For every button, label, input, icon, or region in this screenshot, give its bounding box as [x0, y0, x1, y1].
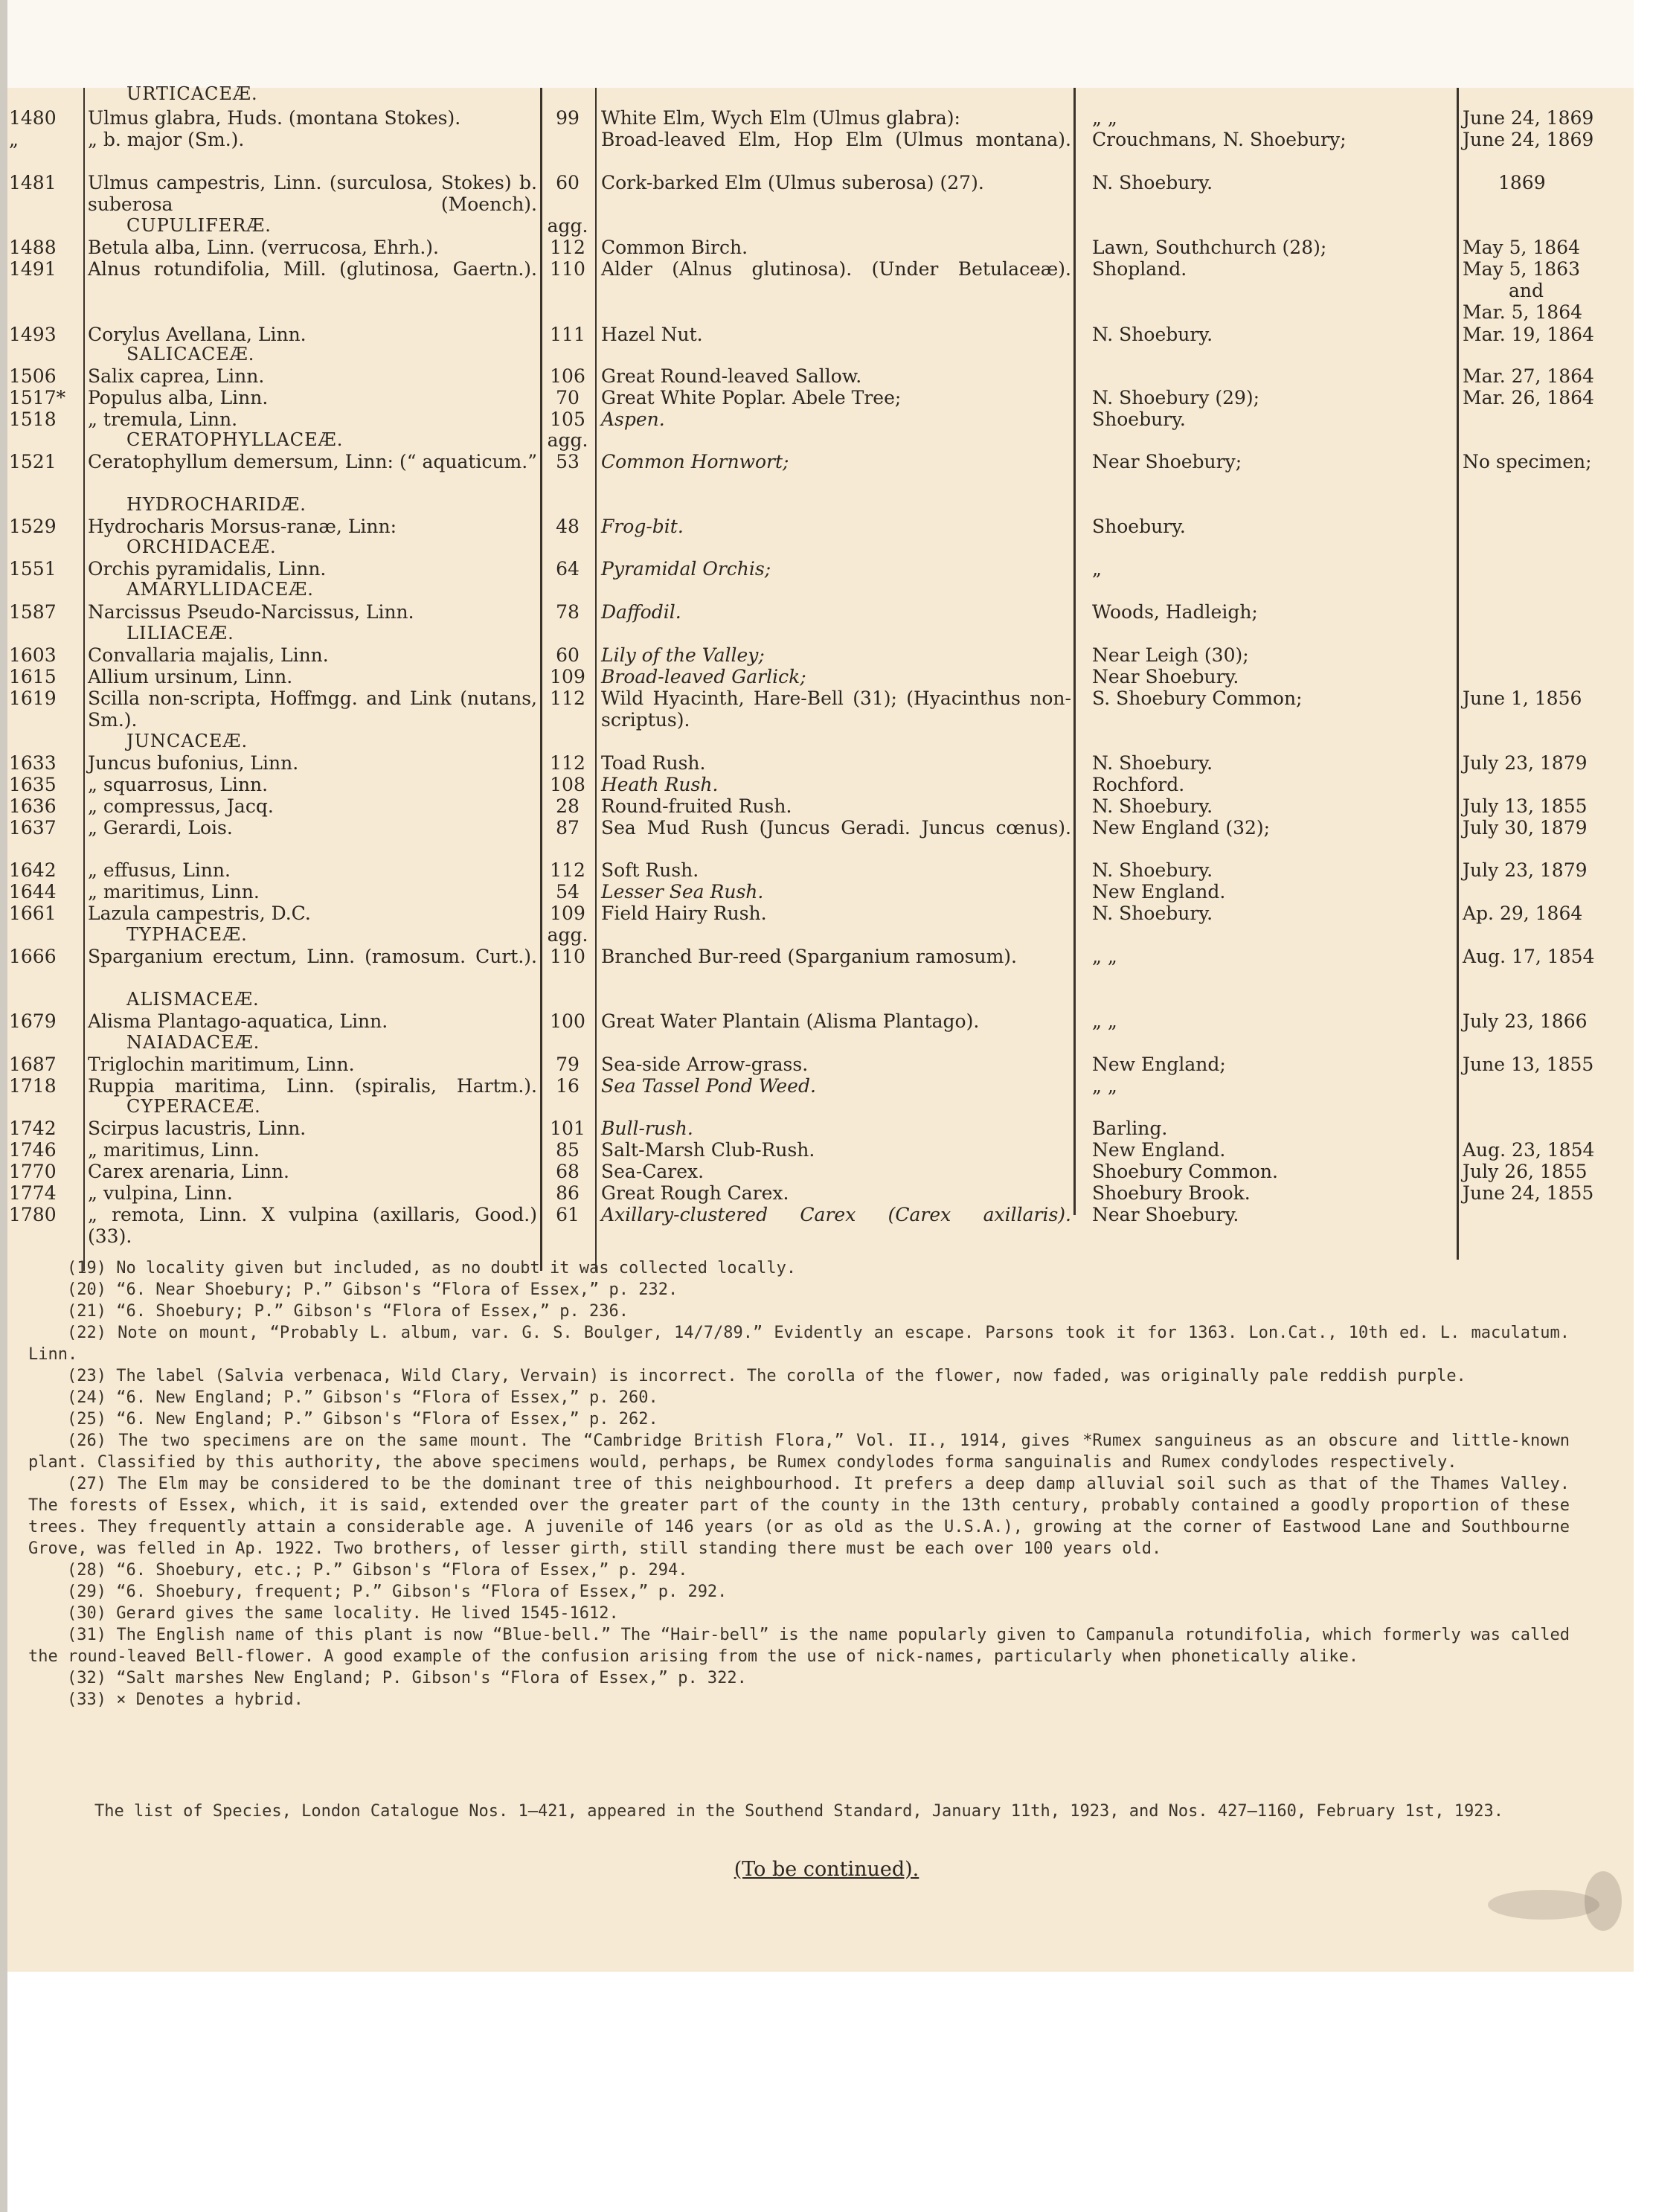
catalogue-number: 1518: [9, 408, 57, 430]
locality: Near Shoebury.: [1092, 1204, 1239, 1225]
locality: New England.: [1092, 881, 1226, 903]
date-collected: No specimen;: [1463, 451, 1592, 472]
footnote: (23) The label (Salvia verbenaca, Wild Clary, Vervain) is incorrect. The corolla of the flower, now faded, was originally pale reddish purple.: [67, 1367, 1466, 1385]
botanical-name: Convallaria majalis, Linn.: [88, 644, 329, 666]
footnote: (32) “Salt marshes New England; P. Gibson's “Flora of Essex,” p. 322.: [67, 1669, 747, 1687]
footnote: (33) × Denotes a hybrid.: [67, 1690, 304, 1709]
english-name: Round-fruited Rush.: [601, 795, 792, 817]
reference-number: 112: [550, 752, 585, 774]
reference-number: 28: [556, 795, 580, 817]
footnotes: [28, 1257, 1570, 1711]
botanical-name: Betula alba, Linn. (verrucosa, Ehrh.).: [88, 237, 439, 258]
reference-number: 79: [556, 1054, 580, 1075]
english-name: Bull-rush.: [601, 1118, 693, 1139]
family-heading: NAIADACEÆ.: [126, 1032, 260, 1053]
botanical-name: Hydrocharis Morsus-ranæ, Linn:: [88, 516, 397, 537]
locality: Lawn, Southchurch (28);: [1092, 237, 1327, 258]
locality: Rochford.: [1092, 774, 1185, 795]
catalogue-number: 1661: [9, 903, 57, 924]
reference-number: 106: [550, 365, 585, 387]
english-name: Frog-bit.: [601, 516, 684, 537]
catalogue-number: 1633: [9, 752, 57, 774]
locality: Near Shoebury;: [1092, 451, 1242, 472]
english-name: Toad Rush.: [601, 752, 706, 774]
date-collected: May 5, 1863: [1463, 258, 1580, 280]
reference-number: 54: [556, 881, 580, 903]
reference-number: 101: [550, 1118, 585, 1139]
botanical-name: Salix caprea, Linn.: [88, 365, 265, 387]
botanical-name: Narcissus Pseudo-Narcissus, Linn.: [88, 601, 414, 623]
date-collected: June 1, 1856: [1463, 687, 1582, 709]
english-name: Common Birch.: [601, 237, 748, 258]
english-name: Sea-Carex.: [601, 1161, 704, 1182]
family-heading: ALISMACEÆ.: [126, 989, 260, 1010]
catalogue-number: 1506: [9, 365, 57, 387]
footnote: (20) “6. Near Shoebury; P.” Gibson's “Flora of Essex,” p. 232.: [67, 1280, 678, 1299]
botanical-name: Sparganium erectum, Linn. (ramosum. Curt.).: [88, 946, 537, 967]
ink-smudge: [1488, 1890, 1599, 1920]
catalogue-number: 1780: [9, 1204, 57, 1225]
reference-number: 109: [550, 666, 585, 687]
locality: N. Shoebury.: [1092, 172, 1213, 193]
date-collected: July 23, 1866: [1463, 1010, 1588, 1032]
botanical-name: „ maritimus, Linn.: [88, 1139, 260, 1161]
english-name: Lesser Sea Rush.: [601, 881, 764, 903]
locality: New England.: [1092, 1139, 1226, 1161]
family-heading: JUNCACEÆ.: [126, 731, 248, 751]
english-name: Alder (Alnus glutinosa). (Under Betulaceæ).: [601, 258, 1071, 280]
date-collected: Aug. 17, 1854: [1463, 946, 1595, 967]
date-collected: May 5, 1864: [1463, 237, 1580, 258]
reference-number: 85: [556, 1139, 580, 1161]
english-name: Common Hornwort;: [601, 451, 789, 472]
catalogue-number: 1481: [9, 172, 57, 193]
date-collected: July 30, 1879: [1463, 817, 1588, 839]
botanical-name: Alisma Plantago-aquatica, Linn.: [88, 1010, 388, 1032]
catalogue-number: 1718: [9, 1075, 57, 1097]
locality: N. Shoebury.: [1092, 324, 1213, 345]
family-heading: CYPERACEÆ.: [126, 1096, 261, 1117]
reference-number: 109: [550, 903, 585, 924]
family-heading: LILIACEÆ.: [126, 623, 234, 644]
reference-number: 112: [550, 237, 585, 258]
botanical-name: Triglochin maritimum, Linn.: [88, 1054, 355, 1075]
catalogue-number: 1493: [9, 324, 57, 345]
locality: Shoebury.: [1092, 408, 1186, 430]
date-collected: Aug. 23, 1854: [1463, 1139, 1595, 1161]
footnote: (29) “6. Shoebury, frequent; P.” Gibson's “Flora of Essex,” p. 292.: [67, 1583, 728, 1601]
english-name: Axillary-clustered Carex (Carex axillaris).: [601, 1204, 1071, 1225]
reference-number: 111: [550, 324, 585, 345]
english-name: White Elm, Wych Elm (Ulmus glabra):: [601, 107, 960, 129]
english-name: Great White Poplar. Abele Tree;: [601, 387, 902, 408]
english-name: Heath Rush.: [601, 774, 719, 795]
catalogue-number: 1619: [9, 687, 57, 709]
catalogue-number: 1517*: [9, 387, 66, 408]
footnote: (21) “6. Shoebury; P.” Gibson's “Flora of Essex,” p. 236.: [67, 1302, 629, 1321]
family-heading: CERATOPHYLLACEÆ.: [126, 429, 344, 450]
reference-number: 64: [556, 558, 580, 580]
date-collected: Mar. 19, 1864: [1463, 324, 1594, 345]
catalogue-number: 1742: [9, 1118, 57, 1139]
english-name: Daffodil.: [601, 601, 681, 623]
date-collected: June 24, 1869: [1463, 129, 1594, 150]
family-heading: CUPULIFERÆ.: [126, 215, 272, 236]
catalogue-number: „: [9, 129, 19, 150]
reference-number: 86: [556, 1182, 580, 1204]
footnote: (22) Note on mount, “Probably L. album, var. G. S. Boulger, 14/7/89.” Evidently an escape. Parsons took it for 1363. Lon.Cat., 10th ed. L. maculatum. Linn.: [28, 1324, 1570, 1364]
locality: „ „: [1092, 1010, 1117, 1032]
catalogue-number: 1774: [9, 1182, 57, 1204]
date-collected: Mar. 5, 1864: [1463, 301, 1583, 323]
family-heading: SALICACEÆ.: [126, 344, 255, 365]
footnote: (26) The two specimens are on the same mount. The “Cambridge British Flora,” Vol. II., 1914, gives *Rumex sanguineus as an obscure and little-known plant. Classified by this authority, the above specimens would, perhaps, be Rumex condylodes forma sanguinalis and Rumex condylodes respectively.: [28, 1432, 1570, 1472]
reference-number: agg.: [547, 924, 588, 946]
family-heading: HYDROCHARIDÆ.: [126, 494, 306, 515]
locality: „: [1092, 558, 1102, 580]
date-collected: Ap. 29, 1864: [1463, 903, 1583, 924]
botanical-name: Ulmus campestris, Linn. (surculosa, Stokes) b. suberosa (Moench).: [88, 172, 537, 215]
reference-number: 60: [556, 172, 580, 193]
reference-number: 68: [556, 1161, 580, 1182]
locality: Shoebury.: [1092, 516, 1186, 537]
reference-number: 87: [556, 817, 580, 839]
english-name: Pyramidal Orchis;: [601, 558, 771, 580]
english-name: Sea Tassel Pond Weed.: [601, 1075, 816, 1097]
locality: Shoebury Common.: [1092, 1161, 1278, 1182]
date-collected: July 23, 1879: [1463, 752, 1588, 774]
botanical-name: „ maritimus, Linn.: [88, 881, 260, 903]
botanical-name: „ Gerardi, Lois.: [88, 817, 233, 839]
locality: New England (32);: [1092, 817, 1271, 839]
botanical-name: Juncus bufonius, Linn.: [88, 752, 299, 774]
catalogue-number: 1521: [9, 451, 57, 472]
locality: N. Shoebury (29);: [1092, 387, 1260, 408]
reference-number: 61: [556, 1204, 580, 1225]
footnote: (31) The English name of this plant is now “Blue-bell.” The “Hair-bell” is the name popularly given to Campanula rotundifolia, which formerly was called the round-leaved Bell-flower. A good example of the confusion arising from the use of nick-names, particularly when phonetically alike.: [28, 1626, 1570, 1666]
botanical-name: Scilla non-scripta, Hoffmgg. and Link (nutans, Sm.).: [88, 687, 537, 731]
botanical-name: Corylus Avellana, Linn.: [88, 324, 306, 345]
locality: Crouchmans, N. Shoebury;: [1092, 129, 1347, 150]
catalogue-number: 1491: [9, 258, 57, 280]
english-name: Aspen.: [601, 408, 665, 430]
date-collected: Mar. 26, 1864: [1463, 387, 1594, 408]
reference-number: 105: [550, 408, 585, 430]
date-collected: June 24, 1869: [1463, 107, 1594, 129]
locality: N. Shoebury.: [1092, 752, 1213, 774]
botanical-name: „ b. major (Sm.).: [88, 129, 245, 150]
english-name: Great Water Plantain (Alisma Plantago).: [601, 1010, 980, 1032]
date-collected: and: [1509, 280, 1544, 301]
catalogue-number: 1637: [9, 817, 57, 839]
botanical-name: „ squarrosus, Linn.: [88, 774, 269, 795]
reference-number: 110: [550, 258, 585, 280]
english-name: Broad-leaved Elm, Hop Elm (Ulmus montana).: [601, 129, 1071, 150]
locality: Near Leigh (30);: [1092, 644, 1249, 666]
footnote: (28) “6. Shoebury, etc.; P.” Gibson's “Flora of Essex,” p. 294.: [67, 1561, 688, 1580]
botanical-name: „ compressus, Jacq.: [88, 795, 274, 817]
footnote: (25) “6. New England; P.” Gibson's “Flora of Essex,” p. 262.: [67, 1410, 658, 1429]
botanical-name: Carex arenaria, Linn.: [88, 1161, 289, 1182]
footnote: (19) No locality given but included, as no doubt it was collected locally.: [67, 1259, 797, 1277]
catalogue-number: 1551: [9, 558, 57, 580]
date-collected: July 26, 1855: [1463, 1161, 1588, 1182]
reference-number: 78: [556, 601, 580, 623]
english-name: Great Rough Carex.: [601, 1182, 789, 1204]
english-name: Broad-leaved Garlick;: [601, 666, 806, 687]
botanical-name: Lazula campestris, D.C.: [88, 903, 311, 924]
locality: Woods, Hadleigh;: [1092, 601, 1258, 623]
reference-number: 100: [550, 1010, 585, 1032]
locality: New England;: [1092, 1054, 1226, 1075]
locality: „ „: [1092, 946, 1117, 967]
species-list-note: The list of Species, London Catalogue Nos. 1—421, appeared in the Southend Standard, January 11th, 1923, and Nos. 427—1160, February 1st, 1923.: [94, 1802, 1504, 1821]
locality: N. Shoebury.: [1092, 795, 1213, 817]
botanical-name: Allium ursinum, Linn.: [88, 666, 293, 687]
catalogue-number: 1666: [9, 946, 57, 967]
locality: S. Shoebury Common;: [1092, 687, 1303, 709]
english-name: Lily of the Valley;: [601, 644, 765, 666]
date-collected: Mar. 27, 1864: [1463, 365, 1594, 387]
reference-number: 112: [550, 687, 585, 709]
locality: „ „: [1092, 1075, 1117, 1097]
reference-number: 16: [556, 1075, 580, 1097]
family-heading: TYPHACEÆ.: [126, 924, 248, 945]
catalogue-number: 1644: [9, 881, 57, 903]
locality: N. Shoebury.: [1092, 903, 1213, 924]
english-name: Wild Hyacinth, Hare-Bell (31); (Hyacinthus non-scriptus).: [601, 687, 1071, 731]
catalogue-number: 1529: [9, 516, 57, 537]
locality: Near Shoebury.: [1092, 666, 1239, 687]
date-collected: July 13, 1855: [1463, 795, 1588, 817]
date-collected: July 23, 1879: [1463, 859, 1588, 881]
reference-number: 108: [550, 774, 585, 795]
catalogue-number: 1687: [9, 1054, 57, 1075]
date-collected: June 24, 1855: [1463, 1182, 1594, 1204]
footnote: (27) The Elm may be considered to be the dominant tree of this neighbourhood. It prefers a deep damp alluvial soil such as that of the Thames Valley. The forests of Essex, which, it is said, extended over the greater part of the county in the 13th century, probably contained a goodly proportion of these trees. They frequently attain a considerable age. A juvenile of 146 years (or as old as the U.S.A.), growing at the corner of Eastwood Lane and Southbourne Grove, was felled in Ap. 1922. Two brothers, of lesser girth, still standing there must be each over 100 years old.: [28, 1475, 1570, 1558]
english-name: Soft Rush.: [601, 859, 699, 881]
catalogue-number: 1642: [9, 859, 57, 881]
botanical-name: „ tremula, Linn.: [88, 408, 238, 430]
english-name: Sea-side Arrow-grass.: [601, 1054, 809, 1075]
botanical-name: „ vulpina, Linn.: [88, 1182, 233, 1204]
catalogue-number: 1603: [9, 644, 57, 666]
reference-number: 70: [556, 387, 580, 408]
catalogue-number: 1679: [9, 1010, 57, 1032]
botanical-name: Populus alba, Linn.: [88, 387, 269, 408]
botanical-name: „ effusus, Linn.: [88, 859, 231, 881]
date-collected: June 13, 1855: [1463, 1054, 1594, 1075]
ink-smudge: [1585, 1871, 1622, 1931]
catalogue-number: 1615: [9, 666, 57, 687]
reference-number: 99: [556, 107, 580, 129]
reference-number: 60: [556, 644, 580, 666]
footnote: (30) Gerard gives the same locality. He lived 1545-1612.: [67, 1604, 619, 1623]
english-name: Hazel Nut.: [601, 324, 703, 345]
botanical-name: Scirpus lacustris, Linn.: [88, 1118, 306, 1139]
english-name: Cork-barked Elm (Ulmus suberosa) (27).: [601, 172, 984, 193]
reference-number: agg.: [547, 215, 588, 237]
botanical-name: Orchis pyramidalis, Linn.: [88, 558, 327, 580]
reference-number: 48: [556, 516, 580, 537]
catalogue-number: 1488: [9, 237, 57, 258]
locality: Shoebury Brook.: [1092, 1182, 1251, 1204]
botanical-name: Ceratophyllum demersum, Linn: (“ aquaticum.”: [88, 451, 537, 472]
reference-number: agg.: [547, 429, 588, 451]
botanical-name: Alnus rotundifolia, Mill. (glutinosa, Gaertn.).: [88, 258, 537, 280]
reference-number: 53: [556, 451, 580, 472]
english-name: Sea Mud Rush (Juncus Geradi. Juncus cœnus).: [601, 817, 1071, 839]
english-name: Salt-Marsh Club-Rush.: [601, 1139, 815, 1161]
botanical-name: „ remota, Linn. X vulpina (axillaris, Good.) (33).: [88, 1204, 537, 1247]
catalogue-number: 1746: [9, 1139, 57, 1161]
locality: Shopland.: [1092, 258, 1187, 280]
to-be-continued: (To be continued).: [734, 1858, 919, 1881]
botanical-name: Ruppia maritima, Linn. (spiralis, Hartm.).: [88, 1075, 537, 1097]
reference-number: 112: [550, 859, 585, 881]
locality: Barling.: [1092, 1118, 1168, 1139]
family-heading: AMARYLLIDACEÆ.: [126, 579, 314, 600]
catalogue-number: 1587: [9, 601, 57, 623]
locality: „ „: [1092, 107, 1117, 129]
botanical-name: Ulmus glabra, Huds. (montana Stokes).: [88, 107, 461, 129]
family-heading: ORCHIDACEÆ.: [126, 536, 277, 557]
english-name: Branched Bur-reed (Sparganium ramosum).: [601, 946, 1017, 967]
reference-number: 110: [550, 946, 585, 967]
date-collected: 1869: [1498, 172, 1546, 193]
footnote: (24) “6. New England; P.” Gibson's “Flora of Essex,” p. 260.: [67, 1388, 658, 1407]
catalogue-number: 1480: [9, 107, 57, 129]
family-heading: URTICACEÆ.: [126, 83, 258, 104]
catalogue-number: 1636: [9, 795, 57, 817]
catalogue-number: 1635: [9, 774, 57, 795]
locality: N. Shoebury.: [1092, 859, 1213, 881]
english-name: Great Round-leaved Sallow.: [601, 365, 862, 387]
english-name: Field Hairy Rush.: [601, 903, 767, 924]
catalogue-number: 1770: [9, 1161, 57, 1182]
